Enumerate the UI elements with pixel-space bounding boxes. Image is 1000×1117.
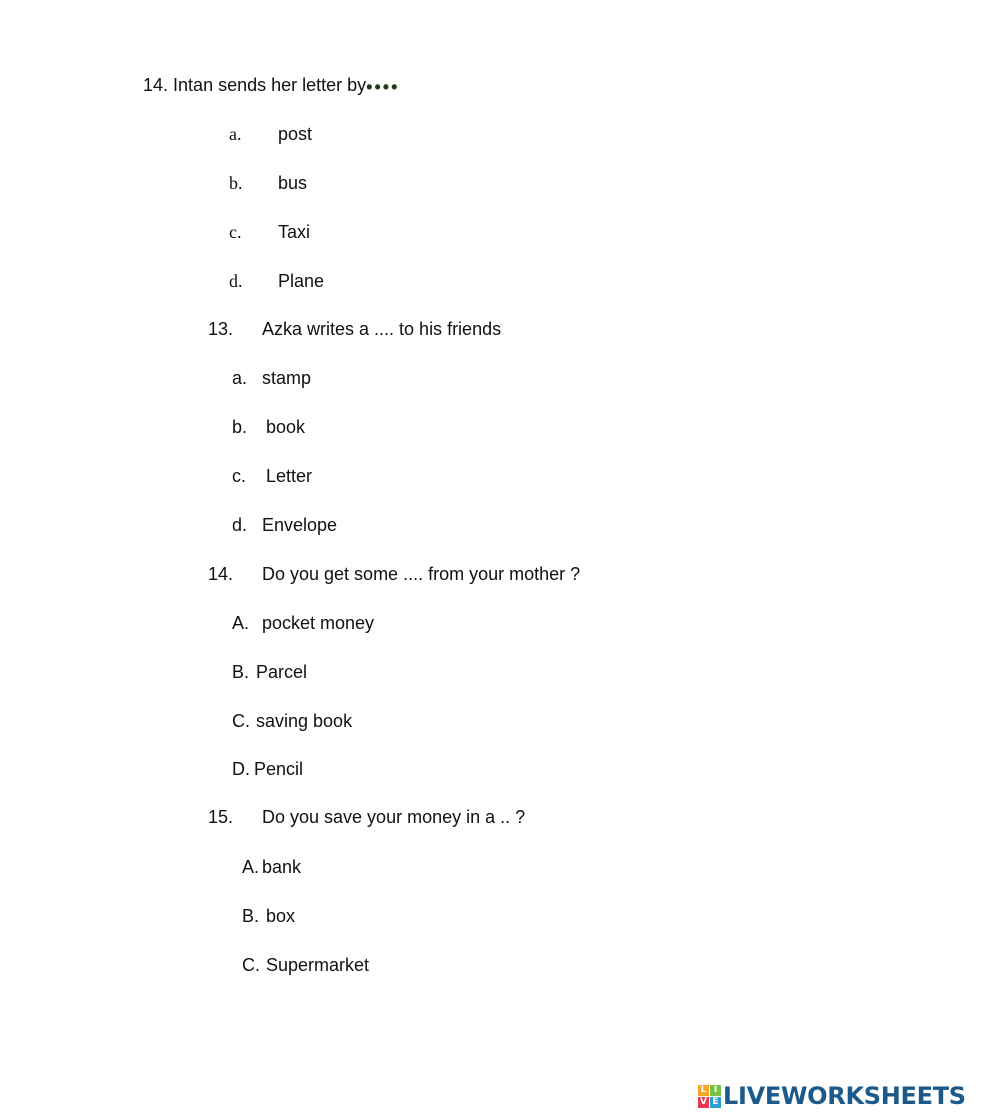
- question-2-mark: .: [501, 324, 505, 338]
- q3-option-a-letter: A.: [232, 613, 250, 633]
- q3-option-b-letter: B.: [232, 662, 250, 682]
- q1-option-c-text: Taxi: [278, 222, 311, 242]
- liveworksheets-logo[interactable]: [698, 1080, 966, 1112]
- q2-option-b-text: book: [266, 417, 306, 437]
- q3-option-d-letter: D.: [232, 759, 250, 779]
- q1-option-a-text: post: [278, 124, 313, 144]
- question-3-number: 14.: [208, 564, 234, 584]
- q1-option-b-letter: b.: [229, 173, 243, 193]
- question-2-text: Azka writes a .... to his friends: [262, 319, 502, 339]
- q3-option-b-text: Parcel: [256, 662, 308, 682]
- q4-option-c-text: Supermarket: [266, 955, 370, 975]
- q2-option-d-text: Envelope: [262, 515, 338, 535]
- q4-option-c-letter: C.: [242, 955, 260, 975]
- q1-option-d-text: Plane: [278, 271, 325, 291]
- logo-mark-l: L: [698, 1085, 709, 1096]
- q4-option-b-letter: B.: [242, 906, 260, 926]
- q2-option-d-letter: d.: [232, 515, 248, 535]
- q3-option-c-letter: C.: [232, 711, 250, 731]
- q1-option-d-letter: d.: [229, 271, 243, 291]
- logo-mark-e: E: [710, 1097, 721, 1108]
- question-2: [262, 318, 504, 342]
- q1-option-b-text: bus: [278, 173, 308, 193]
- logo-mark-v: V: [698, 1097, 709, 1108]
- q2-option-b-letter: b.: [232, 417, 248, 437]
- question-4-text: Do you save your money in a .. ?: [262, 807, 526, 827]
- question-1: [143, 74, 399, 96]
- logo-mark-i: I: [710, 1085, 721, 1096]
- q2-option-c-letter: c.: [232, 466, 247, 486]
- question-1-dots: ••••: [366, 77, 400, 97]
- q2-option-a-text: stamp: [262, 368, 312, 388]
- question-3-text: Do you get some .... from your mother ?: [262, 564, 581, 584]
- q3-option-d-text: Pencil: [254, 759, 304, 779]
- question-1-text: Intan sends her letter by: [173, 75, 367, 95]
- q4-option-b-text: box: [266, 906, 296, 926]
- liveworksheets-mark-icon: [698, 1085, 721, 1108]
- q3-option-a-text: pocket money: [262, 613, 375, 633]
- question-1-number: 14.: [143, 75, 169, 95]
- q2-option-a-letter: a.: [232, 368, 248, 388]
- q1-option-c-letter: c.: [229, 222, 242, 242]
- q1-option-a-letter: a.: [229, 124, 242, 144]
- question-4-number: 15.: [208, 807, 234, 827]
- q3-option-c-text: saving book: [256, 711, 353, 731]
- q4-option-a-letter: A.: [242, 857, 260, 877]
- liveworksheets-wordmark: LIVEWORKSHEETS: [723, 1082, 966, 1110]
- question-2-number: 13.: [208, 319, 234, 339]
- q4-option-a-text: bank: [262, 857, 302, 877]
- q2-option-c-text: Letter: [266, 466, 313, 486]
